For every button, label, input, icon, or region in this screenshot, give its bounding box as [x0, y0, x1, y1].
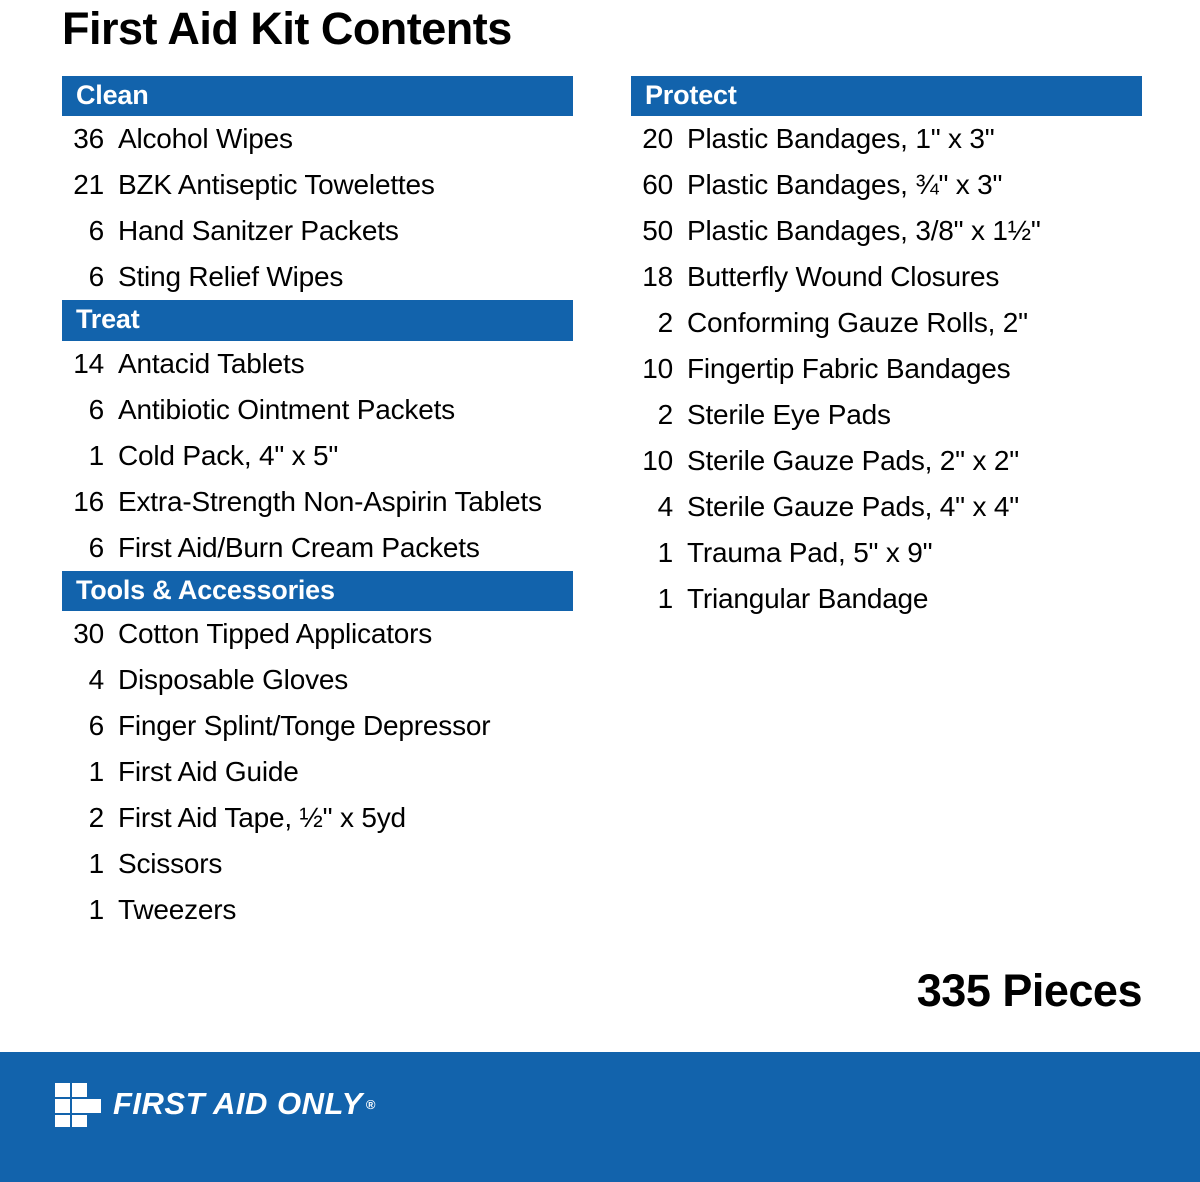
- section-item-list: [62, 116, 573, 300]
- item-label: Disposable Gloves: [118, 664, 349, 696]
- item-label: Sting Relief Wipes: [118, 261, 344, 293]
- item-label: Sterile Gauze Pads, 4" x 4": [687, 491, 1019, 523]
- item-quantity: 21: [73, 169, 104, 201]
- list-item: [62, 657, 573, 703]
- list-item: [62, 433, 573, 479]
- section-item-list: [62, 341, 573, 571]
- section-header: Treat: [62, 300, 573, 340]
- item-label: First Aid Guide: [118, 756, 299, 788]
- contents-columns: [62, 76, 1142, 933]
- list-item: [631, 254, 1142, 300]
- brand-logo: [55, 1080, 375, 1128]
- item-quantity: 2: [657, 307, 673, 339]
- list-item: [631, 576, 1142, 622]
- item-label: Extra-Strength Non-Aspirin Tablets: [118, 485, 542, 517]
- item-quantity: 30: [73, 618, 104, 650]
- list-item: [62, 703, 573, 749]
- item-quantity: 6: [88, 531, 104, 563]
- item-quantity: 18: [642, 261, 673, 293]
- item-quantity: 1: [88, 439, 104, 471]
- item-quantity: 1: [88, 894, 104, 926]
- item-label: Tweezers: [118, 894, 237, 926]
- item-label: First Aid/Burn Cream Packets: [118, 531, 480, 563]
- item-quantity: 36: [73, 123, 104, 155]
- section-header: Protect: [631, 76, 1142, 116]
- item-label: Plastic Bandages, 1" x 3": [687, 123, 995, 155]
- section-header: Tools & Accessories: [62, 571, 573, 611]
- item-quantity: 60: [642, 169, 673, 201]
- item-label: Triangular Bandage: [687, 583, 929, 615]
- item-label: Scissors: [118, 848, 223, 880]
- list-item: [62, 525, 573, 571]
- list-item: [62, 749, 573, 795]
- registered-mark: ®: [365, 1096, 376, 1112]
- item-quantity: 1: [88, 848, 104, 880]
- item-quantity: 14: [73, 347, 104, 379]
- item-label: Fingertip Fabric Bandages: [687, 353, 1011, 385]
- item-label: First Aid Tape, ½" x 5yd: [118, 802, 406, 834]
- list-item: [62, 479, 573, 525]
- item-quantity: 1: [657, 583, 673, 615]
- item-label: Butterfly Wound Closures: [687, 261, 1000, 293]
- item-label: Sterile Eye Pads: [687, 399, 891, 431]
- list-item: [62, 611, 573, 657]
- item-quantity: 10: [642, 445, 673, 477]
- first-aid-cross-icon: [55, 1083, 101, 1125]
- item-label: Alcohol Wipes: [118, 123, 293, 155]
- item-label: Hand Sanitzer Packets: [118, 215, 399, 247]
- list-item: [62, 795, 573, 841]
- item-label: Antacid Tablets: [118, 347, 305, 379]
- item-quantity: 2: [657, 399, 673, 431]
- item-label: Plastic Bandages, 3/8" x 1½": [687, 215, 1041, 247]
- item-quantity: 1: [657, 537, 673, 569]
- item-label: Sterile Gauze Pads, 2" x 2": [687, 445, 1019, 477]
- list-item: [631, 116, 1142, 162]
- item-label: Cold Pack, 4" x 5": [118, 439, 339, 471]
- list-item: [62, 254, 573, 300]
- right-column: [631, 76, 1142, 933]
- item-quantity: 16: [73, 485, 104, 517]
- item-quantity: 4: [88, 664, 104, 696]
- list-item: [62, 341, 573, 387]
- page-title: First Aid Kit Contents: [62, 3, 512, 54]
- item-quantity: 50: [642, 215, 673, 247]
- item-quantity: 6: [88, 710, 104, 742]
- left-column: [62, 76, 573, 933]
- item-label: BZK Antiseptic Towelettes: [118, 169, 435, 201]
- item-quantity: 20: [642, 123, 673, 155]
- item-label: Trauma Pad, 5" x 9": [687, 537, 933, 569]
- item-label: Plastic Bandages, ¾" x 3": [687, 169, 1003, 201]
- list-item: [62, 387, 573, 433]
- section-item-list: [62, 611, 573, 933]
- item-quantity: 6: [88, 261, 104, 293]
- list-item: [62, 162, 573, 208]
- list-item: [631, 392, 1142, 438]
- section-header: Clean: [62, 76, 573, 116]
- list-item: [631, 484, 1142, 530]
- item-quantity: 6: [88, 393, 104, 425]
- item-label: Antibiotic Ointment Packets: [118, 393, 455, 425]
- item-quantity: 6: [88, 215, 104, 247]
- item-label: Finger Splint/Tonge Depressor: [118, 710, 491, 742]
- list-item: [631, 438, 1142, 484]
- item-label: Cotton Tipped Applicators: [118, 618, 433, 650]
- list-item: [631, 346, 1142, 392]
- list-item: [62, 841, 573, 887]
- item-label: Conforming Gauze Rolls, 2": [687, 307, 1028, 339]
- item-quantity: 4: [657, 491, 673, 523]
- list-item: [631, 300, 1142, 346]
- list-item: [631, 208, 1142, 254]
- item-quantity: 2: [88, 802, 104, 834]
- list-item: [62, 887, 573, 933]
- total-pieces: 335 Pieces: [916, 965, 1142, 1016]
- list-item: [62, 208, 573, 254]
- list-item: [62, 116, 573, 162]
- list-item: [631, 162, 1142, 208]
- brand-name: FIRST AID ONLY: [113, 1086, 363, 1121]
- section-item-list: [631, 116, 1142, 622]
- item-quantity: 10: [642, 353, 673, 385]
- item-quantity: 1: [88, 756, 104, 788]
- list-item: [631, 530, 1142, 576]
